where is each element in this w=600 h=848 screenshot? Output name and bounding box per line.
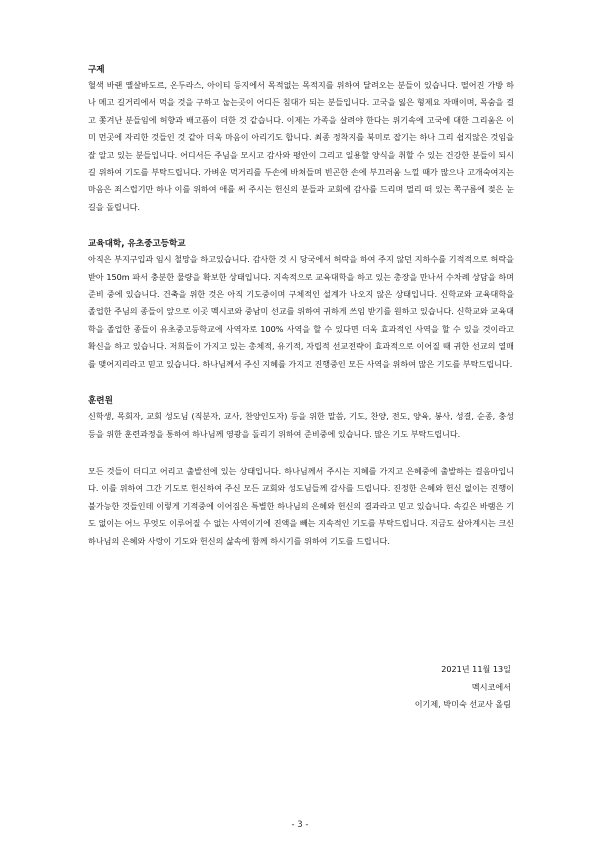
page-number: - 3 - — [291, 820, 309, 830]
signature-name: 이기제, 박미숙 선교사 올림 — [414, 699, 511, 709]
signature-block — [415, 661, 511, 714]
section-paragraph: 혈색 바랜 옐살바도르, 온두라스, 아이티 등지에서 목적없는 목적지를 위하여 달려오는 분들이 있습니다. 떨어진 가방 하나 메고 길거리에서 먹을 것을 구하고 눕는곳이 어디든 침대가 되는 분들입니다. 고국을 잃은 형제요 자매이며, 목숨을 걸고 쫓겨난 분들임에 허향과 배고픔이 더한 것 같습니다. 이제는 가족을 살려야 한다는 위기속에 고국에 대한 그리움은 이미 먼곳에 자리한 것들인 것 같아 더욱 마음이 아리기도 합니다. 최종 정착지를 북미로 잡기는 하나 그리 쉽지않은 것임을 잘 알고 있는 분들입니다. 어디서든 주님을 모시고 감사와 평안이 그리고 일용할 양식을 취할 수 있는 건강한 분들이 되시길 위하여 기도를 부탁드립니다. 가벼운 먹거리를 두손에 바쳐들며 빈곤한 손에 부끄러움 느낄 때가 많으나 고개숙여지는 마음은 죄스럽기만 하나 이를 위하여 애를 써 주시는 헌신의 분들과 교회에 감사를 드리며 멀리 떠 있는 쪽구름에 젖은 눈길을 돌립니다. — [88, 80, 514, 212]
signature-place: 멕시코에서 — [471, 681, 511, 692]
section-paragraph: 아직은 부지구입과 임시 철망을 하고있습니다. 감사한 것 시 당국에서 허락을 하여 주지 않던 지하수를 기적적으로 허락을 받아 150m 파서 충분한 물량을 확보한 상태입니다. 지속적으로 교육대학을 하고 있는 총장을 만나서 수차례 상담을 하며 준비 중에 있습니다. 건축을 위한 것은 아직 기도중이며 구체적인 설계가 나오지 않은 상태입니다. 신학교와 교육대학을 졸업한 주님의 종들이 앞으로 이곳 멕시코와 중남미 선교를 위하여 귀하게 쓰임 받기를 원하고 있습니다. 신학교와 교육대학을 졸업한 종들이 유초중고등학교에 사역자로 100% 사역을 할 수 있다면 더욱 효과적인 사역을 할 수 있을 것이라고 확신을 하고 있습니다. 저희들이 가지고 있는 총체적, 유기적, 자립적 선교전략이 효과적으로 이어질 때 귀한 선교의 열매를 맺어지리라고 믿고 있습니다. 하나님께서 주신 지혜를 가지고 진행중인 모든 사역을 위하여 많은 기도를 부탁드립니다. — [88, 254, 514, 369]
section-relief — [88, 64, 514, 216]
letter-body — [88, 64, 514, 550]
section-heading: 구제 — [88, 65, 105, 75]
section-heading: 훈련원 — [88, 396, 113, 407]
section-education — [88, 238, 514, 373]
closing-paragraph: 모든 것들이 더디고 어리고 출발선에 있는 상태입니다. 하나님께서 주시는 지혜를 가지고 은혜중에 출발하는 걸음마입니다. 이를 위하여 그간 기도로 헌신하여 주신 모든 교회와 성도님들께 감사를 드립니다. 진정한 은혜와 헌신 없이는 진행이 불가능한 것들인데 이렇게 기적중에 이어짐은 특별한 하나님의 은혜와 헌신의 결과라고 믿고 있습니다. 속깊은 바램은 기도 없이는 어느 무엇도 이루어질 수 없는 사역이기에 진액을 빼는 지속적인 기도를 부탁드립니다. 지금도 살아계시는 크신 하나님의 은혜와 사랑이 기도와 헌신의 삶속에 함께 하시기를 위하여 기도를 드립니다. — [88, 465, 514, 546]
section-heading: 교육대학, 유초중고등학교 — [88, 239, 186, 250]
signature-date: 2021년 11월 13일 — [441, 664, 511, 674]
section-paragraph: 신학생, 목회자, 교회 성도님 (직분자, 교사, 찬양인도자) 등을 위한 말씀, 기도, 찬양, 전도, 양육, 봉사, 성결, 순종, 충성 등을 위한 훈련과정을 통하여 하나님께 영광을 돌리기 위하여 준비중에 있습니다. 많은 기도 부탁드립니다. — [88, 411, 514, 439]
section-training — [88, 395, 514, 443]
